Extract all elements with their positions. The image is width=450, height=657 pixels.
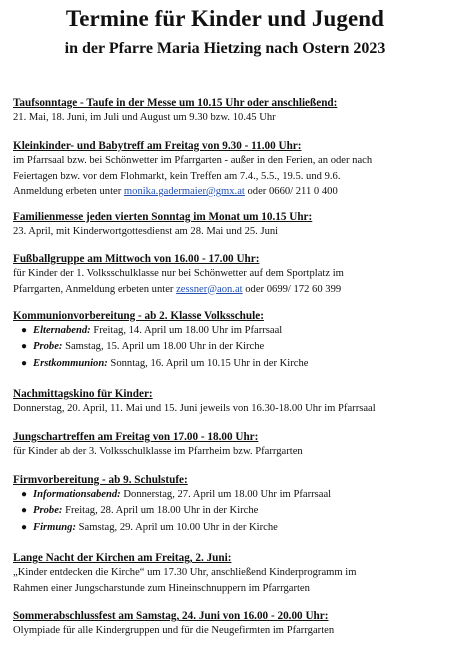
bullet-icon: ● <box>21 325 28 336</box>
section-heading: Fußballgruppe am Mittwoch von 16.00 - 17.00 Uhr: <box>13 253 260 265</box>
section-text-line: Rahmen einer Jungscharstunde zum Hineinschnuppern im Pfarrgarten <box>13 582 310 594</box>
page-subtitle: in der Pfarre Maria Hietzing nach Ostern 2023 <box>64 40 386 57</box>
bullet-icon: ● <box>21 505 28 517</box>
section-heading: Familienmesse jeden vierten Sonntag im Monat um 10.15 Uhr: <box>13 211 313 223</box>
bullet-icon: ● <box>21 489 28 500</box>
event-list <box>13 487 443 536</box>
section-text-line: im Pfarrsaal bzw. bei Schönwetter im Pfarrgarten - außer in den Ferien, an oder nach <box>13 155 373 166</box>
list-item <box>21 520 443 536</box>
section-kommunion <box>13 309 443 372</box>
section-taufe <box>13 96 443 126</box>
section-heading: Jungschartreffen am Freitag von 17.00 - 18.00 Uhr: <box>13 431 259 443</box>
bullet-icon: ● <box>21 341 28 353</box>
list-item <box>21 339 443 355</box>
item-label: Erstkommunion: <box>33 357 108 369</box>
page-title: Termine für Kinder und Jugend <box>65 6 385 31</box>
section-heading: Kleinkinder- und Babytreff am Freitag von 9.30 - 11.00 Uhr: <box>13 140 302 152</box>
text-fragment: Anmeldung erbeten unter <box>13 186 124 197</box>
section-kino <box>13 387 443 417</box>
section-heading: Taufsonntage - Taufe in der Messe um 10.15 Uhr oder anschließend: <box>13 97 338 109</box>
section-text: Olympiade für alle Kindergruppen und für die Neugefirmten im Pfarrgarten <box>13 625 335 636</box>
text-fragment: oder 0699/ 172 60 399 <box>242 283 342 295</box>
section-heading: Sommerabschlussfest am Samstag, 24. Juni von 16.00 - 20.00 Uhr: <box>13 610 329 622</box>
section-lange-nacht <box>13 551 443 596</box>
section-jungschar <box>13 430 443 460</box>
section-text-line: „Kinder entdecken die Kirche“ um 17.30 Uhr, anschließend Kinderprogramm im <box>13 567 357 578</box>
event-list <box>13 323 443 372</box>
section-heading: Firmvorbereitung - ab 9. Schulstufe: <box>13 474 188 486</box>
item-text: Sonntag, 16. April um 10.15 Uhr in der Kirche <box>107 357 309 369</box>
text-fragment: Pfarrgarten, Anmeldung erbeten unter <box>13 283 177 295</box>
item-text: Freitag, 28. April um 18.00 Uhr in der Kirche <box>62 505 259 517</box>
email-link[interactable]: zessner@aon.at <box>176 283 243 295</box>
item-label: Informationsabend: <box>33 489 121 500</box>
item-label: Firmung: <box>33 521 76 533</box>
item-text: Donnerstag, 27. April um 18.00 Uhr im Pfarrsaal <box>120 489 332 500</box>
list-item <box>21 503 443 519</box>
section-fussball <box>13 252 443 297</box>
item-text: Samstag, 15. April um 18.00 Uhr in der Kirche <box>62 341 265 353</box>
bullet-icon: ● <box>21 521 28 533</box>
section-text: für Kinder ab der 3. Volksschulklasse im Pfarrheim bzw. Pfarrgarten <box>13 446 303 457</box>
section-familienmesse <box>13 210 443 240</box>
section-text-line <box>13 184 443 200</box>
section-sommerfest <box>13 609 443 639</box>
email-link[interactable]: monika.gadermaier@gmx.at <box>123 186 245 197</box>
item-label: Probe: <box>33 505 63 517</box>
list-item <box>21 487 443 503</box>
section-text: Donnerstag, 20. April, 11. Mai und 15. Juni jeweils von 16.30-18.00 Uhr im Pfarrsaal <box>13 403 376 414</box>
list-item <box>21 356 443 372</box>
item-text: Samstag, 29. April um 10.00 Uhr in der Kirche <box>75 521 278 533</box>
section-text-line: für Kinder der 1. Volksschulklasse nur bei Schönwetter auf dem Sportplatz im <box>13 268 344 279</box>
section-text-line: Feiertagen bzw. vor dem Flohmarkt, kein Treffen am 7.4., 5.5., 19.5. und 9.6. <box>13 170 341 182</box>
section-text: 21. Mai, 18. Juni, im Juli und August um 9.30 bzw. 10.45 Uhr <box>13 112 276 123</box>
section-babytreff <box>13 139 443 200</box>
bullet-icon: ● <box>21 357 28 369</box>
text-fragment: oder 0660/ 211 0 400 <box>244 186 338 197</box>
section-text-line <box>13 282 443 298</box>
item-label: Elternabend: <box>33 325 91 336</box>
section-heading: Kommunionvorbereitung - ab 2. Klasse Volksschule: <box>13 310 264 322</box>
section-text: 23. April, mit Kinderwortgottesdienst am 28. Mai und 25. Juni <box>13 226 279 237</box>
section-heading: Nachmittagskino für Kinder: <box>13 388 153 400</box>
list-item <box>21 323 443 339</box>
section-firmung <box>13 473 443 536</box>
item-label: Probe: <box>33 341 63 353</box>
item-text: Freitag, 14. April um 18.00 Uhr im Pfarrsaal <box>90 325 283 336</box>
section-heading: Lange Nacht der Kirchen am Freitag, 2. Juni: <box>13 552 232 564</box>
